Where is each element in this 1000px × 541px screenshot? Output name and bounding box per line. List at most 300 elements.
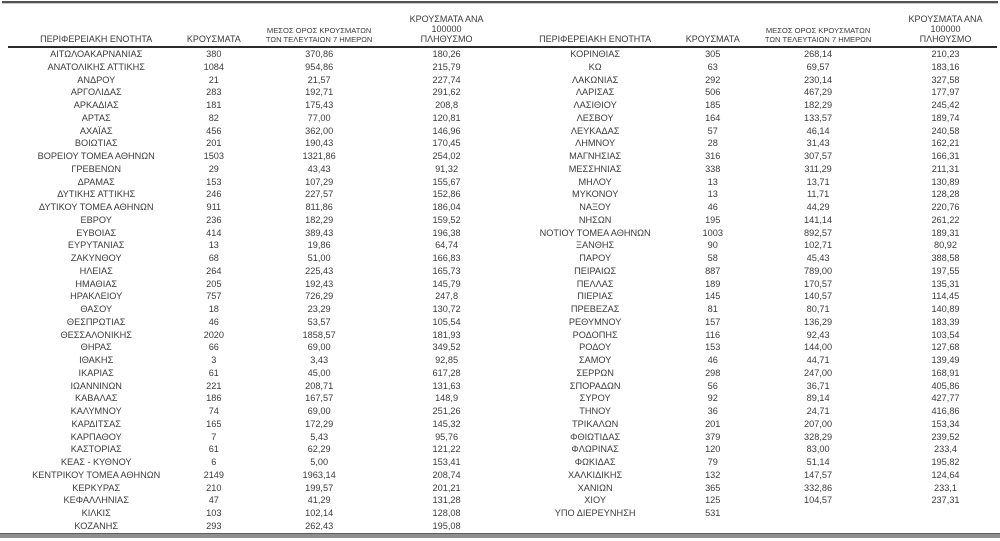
per100k-value: 208,8 xyxy=(435,100,459,110)
avg7-value: 77,00 xyxy=(307,112,331,123)
per100k-value: 427,77 xyxy=(931,393,960,404)
table-row xyxy=(507,316,997,329)
table-row xyxy=(507,405,997,418)
avg7-value: 208,71 xyxy=(305,380,334,391)
cases-value: 153 xyxy=(705,342,721,353)
table-row xyxy=(507,150,997,163)
per100k-value: 183,16 xyxy=(931,61,960,72)
per100k-value: 247,8 xyxy=(435,291,459,302)
per100k-value: 166,31 xyxy=(931,151,960,161)
per100k-value: 211,31 xyxy=(931,163,960,174)
avg7-value: 45,00 xyxy=(307,367,331,378)
region-name: ΕΒΡΟΥ xyxy=(80,214,112,225)
per100k-value: 196,38 xyxy=(432,227,461,238)
table-row xyxy=(507,188,997,201)
avg7-value: 1963,14 xyxy=(302,469,336,480)
region-name: ΤΡΙΚΑΛΩΝ xyxy=(572,418,619,429)
per100k-value: 162,21 xyxy=(931,138,960,149)
avg7-value: 1858,57 xyxy=(302,329,336,340)
cases-value: 293 xyxy=(206,520,222,531)
table-row xyxy=(8,290,498,303)
table-row xyxy=(507,86,997,99)
per100k-value: 195,08 xyxy=(432,520,461,531)
cases-value: 185 xyxy=(705,100,721,110)
per100k-value: 233,4 xyxy=(934,444,957,455)
table-row xyxy=(8,188,498,201)
per100k-value: 153,41 xyxy=(432,457,461,467)
avg7-value: 21,57 xyxy=(307,74,331,85)
cases-value: 456 xyxy=(206,125,222,136)
cases-value: 292 xyxy=(705,74,721,85)
table-row xyxy=(8,252,498,265)
cases-value: 153 xyxy=(206,176,222,187)
region-name: ΚΩ xyxy=(588,61,602,72)
per100k-value: 128,08 xyxy=(432,508,461,518)
table-row xyxy=(507,125,997,138)
cases-value: 6 xyxy=(211,457,217,467)
cases-value: 145 xyxy=(705,291,721,302)
column-header-per100k xyxy=(894,14,997,46)
table-row xyxy=(8,392,498,405)
per100k-value: 127,68 xyxy=(931,342,960,353)
region-name: ΠΙΕΡΙΑΣ xyxy=(577,291,614,302)
cases-value: 18 xyxy=(208,304,219,314)
avg7-value: 133,57 xyxy=(804,112,833,123)
table-row xyxy=(8,74,498,87)
per100k-value: 177,97 xyxy=(931,87,960,98)
cases-value: 1084 xyxy=(203,61,225,72)
cases-value: 911 xyxy=(206,202,222,212)
per100k-value: 254,02 xyxy=(432,151,461,161)
table-row xyxy=(8,456,498,469)
per100k-value: 64,74 xyxy=(435,240,459,251)
per100k-value: 166,83 xyxy=(432,253,461,263)
cases-value: 61 xyxy=(208,367,219,378)
per100k-value: 168,91 xyxy=(931,367,960,378)
per100k-value: 416,86 xyxy=(931,406,960,416)
per100k-value: 114,45 xyxy=(931,291,960,302)
avg7-value: 80,71 xyxy=(806,304,830,314)
region-name: ΘΕΣΠΡΩΤΙΑΣ xyxy=(66,316,126,327)
cases-value: 7 xyxy=(211,431,217,442)
table-row xyxy=(507,354,997,367)
per100k-value: 261,22 xyxy=(931,214,960,225)
avg7-value: 726,29 xyxy=(305,291,334,302)
table-row xyxy=(507,507,997,520)
cases-value: 82 xyxy=(208,112,219,123)
cases-value: 13 xyxy=(208,240,219,251)
table-row xyxy=(507,48,997,61)
region-name: ΝΑΞΟΥ xyxy=(579,202,611,212)
avg7-value: 102,14 xyxy=(305,508,334,518)
avg7-value: 1321,86 xyxy=(302,151,336,161)
per100k-value: 215,79 xyxy=(432,61,461,72)
table-row xyxy=(8,316,498,329)
per100k-value: 208,74 xyxy=(432,469,461,480)
region-name: ΚΟΖΑΝΗΣ xyxy=(74,520,119,531)
region-name: ΖΑΚΥΝΘΟΥ xyxy=(70,253,122,263)
region-name: ΠΕΙΡΑΙΩΣ xyxy=(574,265,617,276)
cases-value: 1003 xyxy=(702,227,723,238)
per100k-value: 405,86 xyxy=(931,380,960,391)
cases-value: 29 xyxy=(208,163,219,174)
per100k-value: 170,45 xyxy=(432,138,461,149)
column-header-avg7 xyxy=(243,27,395,46)
table-row xyxy=(507,112,997,125)
avg7-value: 262,43 xyxy=(305,520,334,531)
avg7-value: 44,71 xyxy=(806,355,830,365)
region-name: ΘΕΣΣΑΛΟΝΙΚΗΣ xyxy=(60,329,132,340)
cases-value: 28 xyxy=(707,138,718,149)
table-row xyxy=(8,137,498,150)
cases-value: 125 xyxy=(705,495,721,506)
column-header-avg7-line1: ΜΕΣΟΣ ΟΡΟΣ ΚΡΟΥΣΜΑΤΩΝ xyxy=(266,26,372,35)
per100k-value: 220,76 xyxy=(931,202,960,212)
per100k-value: 131,28 xyxy=(432,495,461,506)
avg7-value: 13,71 xyxy=(806,176,830,187)
avg7-value: 92,43 xyxy=(806,329,830,340)
avg7-value: 192,43 xyxy=(305,278,334,289)
region-name: ΚΑΛΥΜΝΟΥ xyxy=(70,406,122,416)
per100k-value: 388,58 xyxy=(931,253,960,263)
top-divider-rule xyxy=(2,1,998,4)
region-name: ΛΑΚΩΝΙΑΣ xyxy=(572,74,619,85)
avg7-value: 43,43 xyxy=(307,163,331,174)
bottom-divider-bar xyxy=(0,533,1000,538)
table-row xyxy=(507,290,997,303)
table-right-header-row xyxy=(507,10,997,46)
region-name: ΓΡΕΒΕΝΩΝ xyxy=(71,163,122,174)
avg7-value: 23,29 xyxy=(307,304,331,314)
region-name: ΛΑΡΙΣΑΣ xyxy=(575,87,615,98)
table-row xyxy=(507,61,997,74)
per100k-value: 239,52 xyxy=(931,431,960,442)
avg7-value: 172,29 xyxy=(305,418,334,429)
cases-value: 338 xyxy=(705,163,721,174)
table-row xyxy=(8,125,498,138)
avg7-value: 51,00 xyxy=(307,253,331,263)
avg7-value: 24,71 xyxy=(806,406,830,416)
region-name: ΚΑΒΑΛΑΣ xyxy=(74,393,118,404)
cases-value: 74 xyxy=(208,406,219,416)
table-row xyxy=(507,227,997,240)
cases-value: 46 xyxy=(208,316,219,327)
per100k-value: 128,28 xyxy=(931,189,960,200)
avg7-value: 5,43 xyxy=(310,431,329,442)
cases-value: 132 xyxy=(705,469,721,480)
table-row xyxy=(507,482,997,495)
cases-value: 316 xyxy=(705,151,721,161)
table-row xyxy=(8,99,498,112)
region-name: ΧΙΟΥ xyxy=(584,495,606,506)
column-header-avg7-line2: ΤΩΝ ΤΕΛΕΥΤΑΙΩΝ 7 ΗΜΕΡΩΝ xyxy=(764,34,872,44)
avg7-value: 69,00 xyxy=(307,342,331,353)
per100k-value: 189,74 xyxy=(931,112,960,123)
avg7-value: 141,14 xyxy=(804,214,833,225)
tables-container xyxy=(8,10,997,533)
avg7-value: 45,43 xyxy=(806,253,830,263)
cases-value: 13 xyxy=(707,189,718,200)
region-name: ΣΥΡΟΥ xyxy=(579,393,611,404)
avg7-value: 175,43 xyxy=(305,100,334,110)
per100k-value: 120,81 xyxy=(432,112,461,123)
table-row xyxy=(8,469,498,482)
cases-value: 81 xyxy=(707,304,718,314)
rows-left xyxy=(8,48,498,533)
cases-value: 298 xyxy=(705,367,721,378)
per100k-value: 291,62 xyxy=(432,87,461,98)
region-name: ΚΑΣΤΟΡΙΑΣ xyxy=(70,444,122,455)
avg7-value: 389,43 xyxy=(305,227,334,238)
per100k-value xyxy=(894,507,997,520)
table-row xyxy=(8,150,498,163)
column-header-cases: ΚΡΟΥΣΜΑΤΑ xyxy=(685,33,740,44)
avg7-value: 182,29 xyxy=(804,100,833,110)
avg7-value: 46,14 xyxy=(806,125,830,136)
per100k-value: 227,74 xyxy=(432,74,461,85)
table-row xyxy=(8,329,498,342)
table-row xyxy=(507,278,997,291)
table-row xyxy=(8,86,498,99)
per100k-value: 251,26 xyxy=(432,406,461,416)
cases-value: 195 xyxy=(705,214,721,225)
cases-value: 246 xyxy=(206,189,222,200)
per100k-value: 233,1 xyxy=(934,482,957,493)
avg7-value: 104,57 xyxy=(804,495,833,506)
per100k-value: 139,49 xyxy=(931,355,960,365)
avg7-value: 332,86 xyxy=(804,482,833,493)
cases-value: 63 xyxy=(707,61,718,72)
table-row xyxy=(8,418,498,431)
cases-value: 13 xyxy=(707,176,718,187)
cases-value: 1503 xyxy=(203,151,225,161)
region-name: ΙΩΑΝΝΙΝΩΝ xyxy=(70,380,122,391)
cases-value: 61 xyxy=(208,444,219,455)
column-header-avg7-line2: ΤΩΝ ΤΕΛΕΥΤΑΙΩΝ 7 ΗΜΕΡΩΝ xyxy=(265,34,373,44)
table-right xyxy=(507,10,997,533)
cases-value: 57 xyxy=(707,125,718,136)
region-name: ΧΑΝΙΩΝ xyxy=(577,482,613,493)
cases-value: 181 xyxy=(206,100,222,110)
per100k-value: 210,23 xyxy=(931,49,960,59)
table-row xyxy=(8,354,498,367)
table-row xyxy=(8,265,498,278)
avg7-value: 362,00 xyxy=(305,125,334,136)
cases-value: 283 xyxy=(206,87,222,98)
cases-value: 201 xyxy=(206,138,222,149)
region-name: ΘΑΣΟΥ xyxy=(80,304,113,314)
cases-value: 58 xyxy=(707,253,718,263)
table-row xyxy=(8,507,498,520)
per100k-value: 146,96 xyxy=(432,125,461,136)
table-row xyxy=(507,239,997,252)
per100k-value: 197,55 xyxy=(931,265,960,276)
avg7-value: 811,86 xyxy=(305,202,333,212)
table-row xyxy=(8,112,498,125)
table-row xyxy=(8,520,498,533)
avg7-value: 370,86 xyxy=(305,49,334,59)
cases-value: 379 xyxy=(705,431,721,442)
cases-value: 157 xyxy=(705,316,721,327)
avg7-value: 89,14 xyxy=(806,393,830,404)
cases-value: 165 xyxy=(206,418,222,429)
region-name: ΑΡΤΑΣ xyxy=(81,112,111,123)
region-name: ΚΕΡΚΥΡΑΣ xyxy=(72,482,121,493)
table-row xyxy=(507,137,997,150)
per100k-value: 237,31 xyxy=(931,495,960,506)
column-header-per100k-line1: ΚΡΟΥΣΜΑΤΑ ΑΝΑ 100000 xyxy=(409,13,484,34)
table-row xyxy=(8,61,498,74)
region-name: ΥΠΟ ΔΙΕΡΕΥΝΗΣΗ xyxy=(554,508,636,518)
region-name: ΡΟΔΟΠΗΣ xyxy=(572,329,618,340)
region-name: ΡΕΘΥΜΝΟΥ xyxy=(568,316,622,327)
avg7-value: 62,29 xyxy=(307,444,331,455)
cases-value: 2020 xyxy=(203,329,225,340)
region-name: ΚΟΡΙΝΘΙΑΣ xyxy=(570,49,621,59)
table-row xyxy=(8,176,498,189)
avg7-value: 53,57 xyxy=(307,316,331,327)
avg7-value: 207,00 xyxy=(804,418,833,429)
table-row xyxy=(8,482,498,495)
cases-value: 221 xyxy=(206,380,222,391)
table-row xyxy=(8,239,498,252)
region-name: ΧΑΛΚΙΔΙΚΗΣ xyxy=(568,469,623,480)
per100k-value: 130,89 xyxy=(931,176,960,187)
table-row xyxy=(8,163,498,176)
cases-value: 189 xyxy=(705,278,721,289)
table-row xyxy=(507,456,997,469)
avg7-value: 789,00 xyxy=(804,265,833,276)
table-row xyxy=(8,214,498,227)
cases-value: 46 xyxy=(707,202,718,212)
table-row xyxy=(507,418,997,431)
table-row xyxy=(8,367,498,380)
per100k-value: 349,52 xyxy=(432,342,461,353)
region-name: ΠΕΛΛΑΣ xyxy=(576,278,614,289)
region-name: ΚΑΡΠΑΘΟΥ xyxy=(70,431,122,442)
cases-value: 757 xyxy=(206,291,222,302)
cases-value: 414 xyxy=(206,227,222,238)
region-name: ΙΘΑΚΗΣ xyxy=(79,355,114,365)
table-row xyxy=(507,329,997,342)
region-name: ΜΕΣΣΗΝΙΑΣ xyxy=(568,163,622,174)
avg7-value: 199,57 xyxy=(305,482,334,493)
avg7-value: 144,00 xyxy=(804,342,833,353)
table-row xyxy=(507,265,997,278)
per100k-value: 135,31 xyxy=(931,278,960,289)
cases-value: 56 xyxy=(707,380,718,391)
cases-value: 68 xyxy=(208,253,219,263)
region-name: ΒΟΡΕΙΟΥ ΤΟΜΕΑ ΑΘΗΝΩΝ xyxy=(37,151,155,161)
region-name: ΛΗΜΝΟΥ xyxy=(575,138,616,149)
region-name: ΑΡΚΑΔΙΑΣ xyxy=(73,100,119,110)
region-name: ΒΟΙΩΤΙΑΣ xyxy=(74,138,118,149)
cases-value: 120 xyxy=(705,444,721,455)
per100k-value: 103,54 xyxy=(931,329,960,340)
avg7-value: 311,29 xyxy=(804,163,832,174)
avg7-value: 69,57 xyxy=(806,61,830,72)
region-name: ΛΕΣΒΟΥ xyxy=(576,112,614,123)
region-name: ΔΡΑΜΑΣ xyxy=(77,176,115,187)
cases-value: 205 xyxy=(206,278,222,289)
region-name: ΦΩΚΙΔΑΣ xyxy=(574,457,616,467)
avg7-value: 136,29 xyxy=(804,316,833,327)
avg7-value: 182,29 xyxy=(305,214,334,225)
region-name: ΣΑΜΟΥ xyxy=(578,355,612,365)
avg7-value: 140,57 xyxy=(804,291,833,302)
table-row xyxy=(507,99,997,112)
avg7-value: 192,71 xyxy=(305,87,334,98)
per100k-value: 165,73 xyxy=(432,265,461,276)
per100k-value: 181,93 xyxy=(432,329,461,340)
cases-value: 21 xyxy=(208,74,219,85)
per100k-value: 327,58 xyxy=(931,74,960,85)
region-name: ΗΡΑΚΛΕΙΟΥ xyxy=(70,291,123,302)
region-name: ΕΥΡΥΤΑΝΙΑΣ xyxy=(67,240,125,251)
region-name: ΤΗΝΟΥ xyxy=(579,406,612,416)
cases-value: 506 xyxy=(705,87,721,98)
region-name: ΦΘΙΩΤΙΔΑΣ xyxy=(570,431,621,442)
column-header-region: ΠΕΡΙΦΕΡΕΙΑΚΗ ΕΝΟΤΗΤΑ xyxy=(40,33,153,44)
cases-value: 90 xyxy=(707,240,718,251)
per100k-value: 105,54 xyxy=(432,316,461,327)
avg7-value: 69,00 xyxy=(307,406,331,416)
region-name: ΙΚΑΡΙΑΣ xyxy=(78,367,114,378)
region-name: ΚΕΦΑΛΛΗΝΙΑΣ xyxy=(63,495,129,506)
per100k-value: 121,22 xyxy=(432,444,461,455)
per100k-value: 95,76 xyxy=(435,431,459,442)
table-row xyxy=(507,380,997,393)
cases-value: 305 xyxy=(705,49,721,59)
cases-value: 46 xyxy=(707,355,718,365)
region-name: ΡΟΔΟΥ xyxy=(579,342,612,353)
avg7-value: 11,71 xyxy=(806,189,830,200)
table-left-header-row xyxy=(8,10,498,46)
cases-value: 186 xyxy=(206,393,222,404)
region-name: ΚΑΡΔΙΤΣΑΣ xyxy=(71,418,121,429)
table-row xyxy=(8,48,498,61)
region-name: ΜΥΚΟΝΟΥ xyxy=(571,189,619,200)
table-row xyxy=(8,341,498,354)
per100k-value: 131,63 xyxy=(432,380,461,391)
avg7-value: 5,00 xyxy=(310,457,329,467)
per100k-value: 155,67 xyxy=(432,176,461,187)
per100k-value: 195,82 xyxy=(931,457,960,467)
column-header-avg7-line1: ΜΕΣΟΣ ΟΡΟΣ ΚΡΟΥΣΜΑΤΩΝ xyxy=(765,26,871,35)
avg7-value: 170,57 xyxy=(804,278,833,289)
table-row xyxy=(507,469,997,482)
per100k-value: 124,64 xyxy=(931,469,960,480)
region-name: ΚΙΛΚΙΣ xyxy=(81,508,111,518)
cases-value: 66 xyxy=(208,342,219,353)
per100k-value: 183,39 xyxy=(931,316,960,327)
avg7-value: 247,00 xyxy=(804,367,833,378)
region-name: ΣΕΡΡΩΝ xyxy=(576,367,614,378)
avg7-value: 31,43 xyxy=(806,138,830,149)
table-row xyxy=(8,431,498,444)
region-name: ΦΛΩΡΙΝΑΣ xyxy=(571,444,619,455)
avg7-value: 467,29 xyxy=(804,87,833,98)
per100k-value: 159,52 xyxy=(432,214,461,225)
avg7-value: 268,14 xyxy=(804,49,833,59)
column-header-per100k xyxy=(395,14,498,46)
per100k-value: 189,31 xyxy=(931,227,960,238)
table-row xyxy=(507,163,997,176)
table-row xyxy=(8,380,498,393)
region-name: ΛΑΣΙΘΙΟΥ xyxy=(573,100,617,110)
avg7-value: 51,14 xyxy=(806,457,830,467)
cases-value: 3 xyxy=(211,355,217,365)
